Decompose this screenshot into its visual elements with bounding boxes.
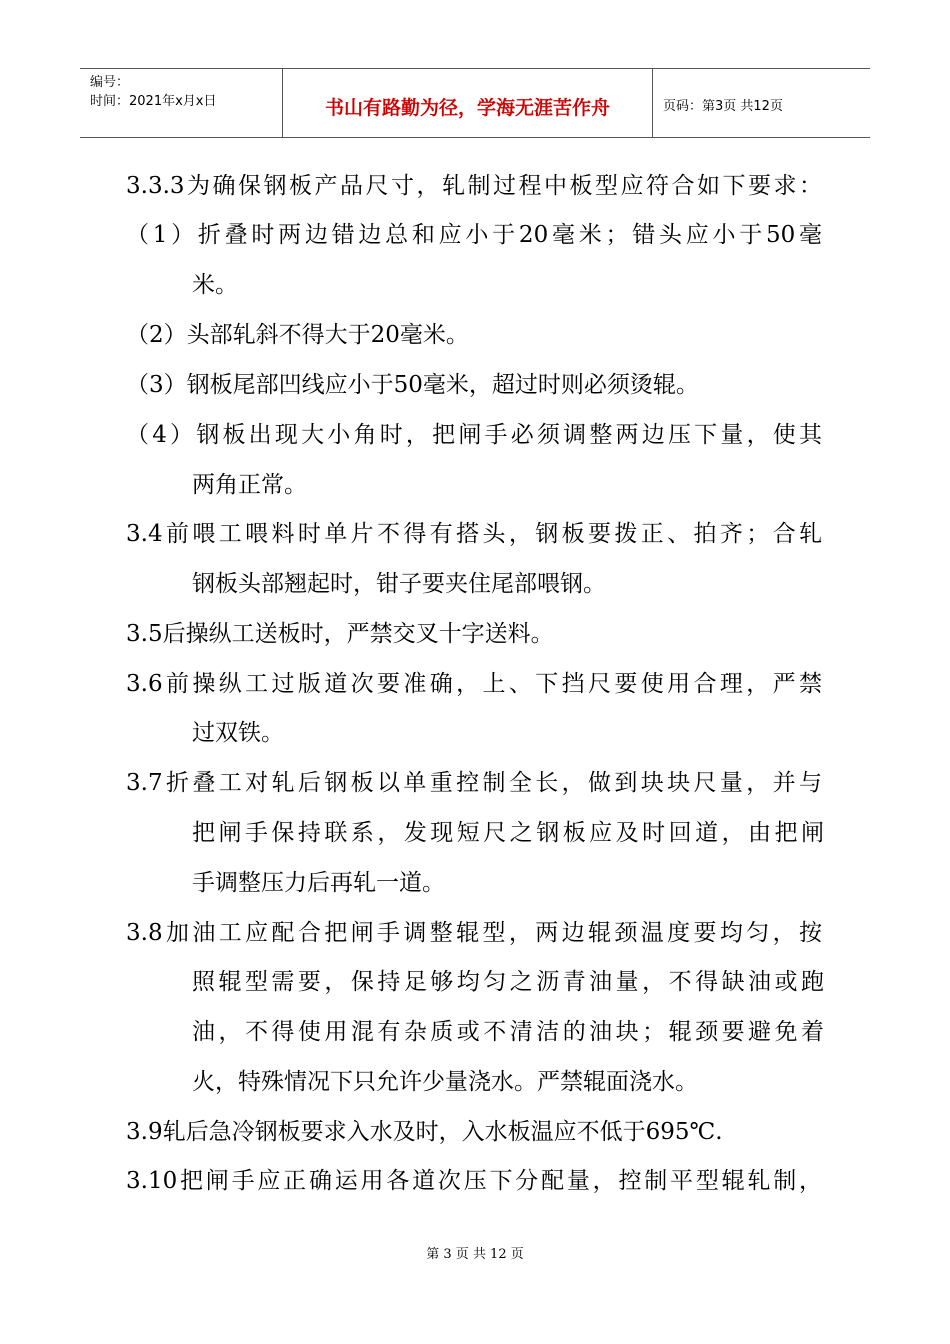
- text-line: 火，特殊情况下只允许少量浇水。严禁辊面浇水。: [192, 1069, 698, 1095]
- page-footer: 第 3 页 共 12 页: [426, 1247, 524, 1262]
- text-line: （3）钢板尾部凹线应小于50毫米，超过时则必须烫辊。: [126, 372, 699, 398]
- text-line: 3.10把闸手应正确运用各道次压下分配量，控制平型辊轧制，: [126, 1168, 822, 1194]
- text-line: 3.9轧后急冷钢板要求入水及时，入水板温应不低于695℃.: [126, 1119, 723, 1145]
- text-line: 3.5后操纵工送板时，严禁交叉十字送料。: [126, 621, 554, 647]
- text-line: 3.3.3为确保钢板产品尺寸，轧制过程中板型应符合如下要求：: [126, 173, 822, 199]
- text-line: 3.4前喂工喂料时单片不得有搭头，钢板要拨正、拍齐；合轧: [126, 521, 822, 547]
- text-line: 米。: [192, 272, 238, 298]
- document-number-label: 编号：: [90, 75, 130, 90]
- page-header: [80, 68, 870, 138]
- text-line: 把闸手保持联系，发现短尺之钢板应及时回道，由把闸: [192, 820, 824, 846]
- text-line: 两角正常。: [192, 472, 307, 498]
- header-motto: 书山有路勤为径，学海无涯苦作舟: [282, 69, 653, 137]
- text-line: 照辊型需要，保持足够均匀之沥青油量，不得缺油或跑: [192, 969, 824, 995]
- text-line: 3.7折叠工对轧后钢板以单重控制全长，做到块块尺量，并与: [126, 770, 822, 796]
- text-line: （4）钢板出现大小角时，把闸手必须调整两边压下量，使其: [126, 422, 822, 448]
- text-line: 钢板头部翘起时，钳子要夹住尾部喂钢。: [192, 571, 606, 597]
- header-page-info: 页码：第3页 共12页: [663, 99, 783, 114]
- text-line: 手调整压力后再轧一道。: [192, 870, 445, 896]
- header-left-cell: [80, 69, 282, 137]
- text-line: 油，不得使用混有杂质或不清洁的油块；辊颈要避免着: [192, 1019, 824, 1045]
- text-line: 3.8加油工应配合把闸手调整辊型，两边辊颈温度要均匀，按: [126, 920, 822, 946]
- text-line: （2）头部轧斜不得大于20毫米。: [126, 322, 469, 348]
- text-line: 3.6前操纵工过版道次要准确，上、下挡尺要使用合理，严禁: [126, 671, 822, 697]
- text-line: 过双铁。: [192, 720, 284, 746]
- document-date-label: 时间：2021年x月x日: [90, 94, 217, 109]
- text-line: （1）折叠时两边错边总和应小于20毫米；错头应小于50毫: [126, 222, 822, 248]
